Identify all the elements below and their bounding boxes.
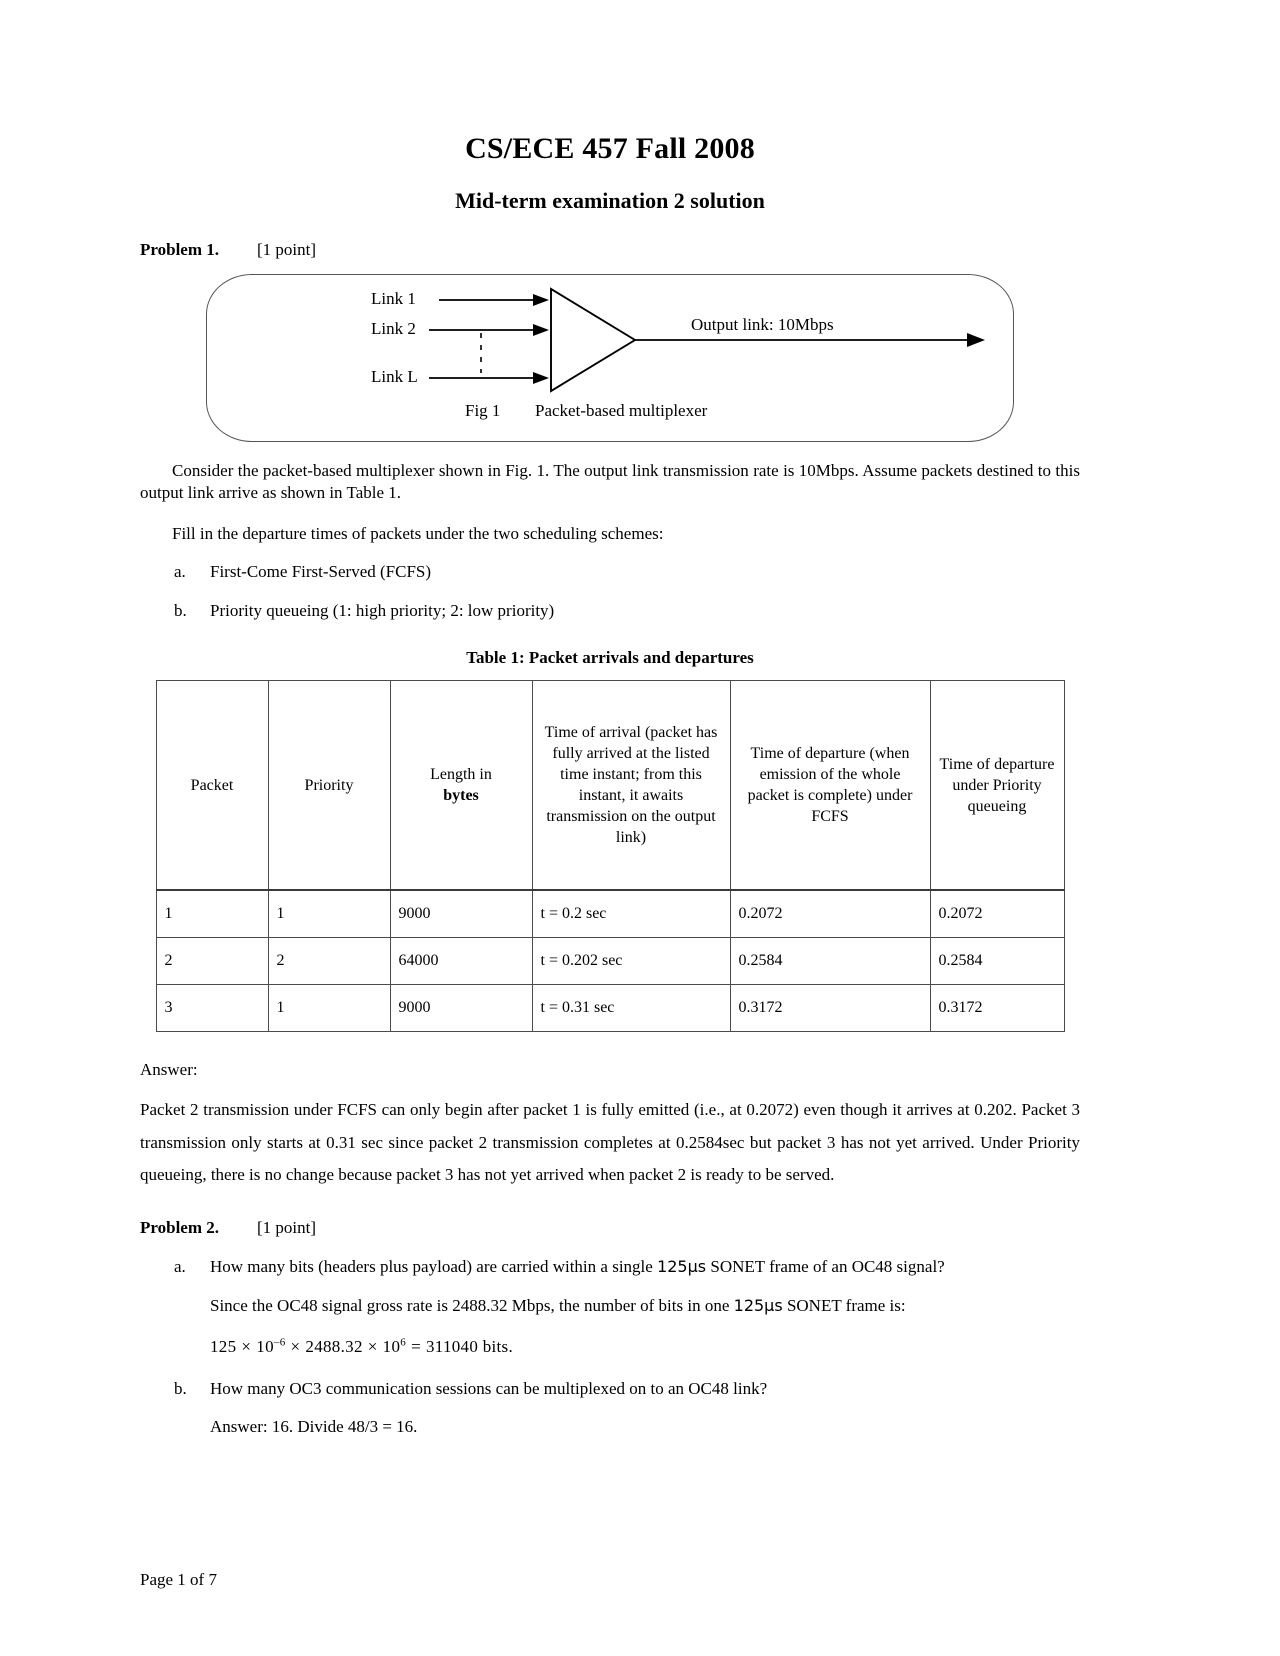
cell-priority: 2 <box>268 938 390 985</box>
formula-operator-3: × <box>367 1337 378 1357</box>
header-departure-fcfs: Time of departure (when emission of the whole packet is complete) under FCFS <box>730 681 930 891</box>
cell-priority: 1 <box>268 985 390 1032</box>
formula-operator-1: × <box>241 1337 252 1357</box>
figure-label-link-2: Link 2 <box>371 319 416 338</box>
cell-fcfs: 0.3172 <box>730 985 930 1032</box>
problem-2-question-b: How many OC3 communication sessions can be multiplexed on to an OC48 link? <box>210 1378 768 1398</box>
formula-power-1-exponent: –6 <box>273 1336 286 1349</box>
formula-power-2-base: 10 <box>382 1337 401 1357</box>
problem-2-answer-b: Answer: 16. Divide 48/3 = 16. <box>210 1417 418 1437</box>
problem-2-answer-a <box>210 1293 1080 1319</box>
problem-2-item-a <box>140 1254 1080 1360</box>
header-departure-priority: Time of departure under Priority queueing <box>930 681 1064 891</box>
problem-2-item-b <box>140 1376 1080 1440</box>
header-priority: Priority <box>268 681 390 891</box>
cell-packet: 3 <box>156 985 268 1032</box>
cell-arrival: t = 0.202 sec <box>532 938 730 985</box>
cell-priority-queueing: 0.2072 <box>930 890 1064 938</box>
problem-1-item-a <box>140 561 1080 583</box>
question-a-part-1: How many bits (headers plus payload) are carried within a single <box>210 1257 658 1277</box>
cell-priority-queueing: 0.3172 <box>930 985 1064 1032</box>
problem-1-heading <box>140 240 1080 260</box>
figure-label-output-link: Output link: 10Mbps <box>691 315 834 334</box>
question-a-part-2: SONET frame of an OC48 signal? <box>706 1257 945 1277</box>
cell-length: 64000 <box>390 938 532 985</box>
formula-base-2: 2488.32 <box>305 1337 363 1357</box>
figure-1-wrapper <box>140 274 1080 442</box>
page-footer: Page 1 of 7 <box>140 1570 217 1589</box>
list-text-a: First-Come First-Served (FCFS) <box>210 562 432 582</box>
page-content <box>140 0 1080 1440</box>
header-length-line-1: Length in <box>430 766 492 784</box>
list-text-b: Priority queueing (1: high priority; 2: low priority) <box>210 600 555 620</box>
cell-packet: 2 <box>156 938 268 985</box>
formula-equals: = <box>411 1337 421 1357</box>
question-a-microseconds: 125µs <box>657 1257 707 1277</box>
figure-caption: Packet-based multiplexer <box>535 401 708 420</box>
table-row <box>156 890 1064 938</box>
answer-a-part-1: Since the OC48 signal gross rate is 2488.32 Mbps, the number of bits in one <box>210 1295 734 1315</box>
cell-arrival: t = 0.31 sec <box>532 985 730 1032</box>
header-length <box>390 681 532 891</box>
problem-1-label: Problem 1. <box>140 240 220 259</box>
cell-packet: 1 <box>156 890 268 938</box>
cell-priority: 1 <box>268 890 390 938</box>
cell-arrival: t = 0.2 sec <box>532 890 730 938</box>
answer-label: Answer: <box>140 1060 198 1080</box>
header-length-line-2: bytes <box>443 787 479 805</box>
cell-fcfs: 0.2072 <box>730 890 930 938</box>
problem-1-points: [1 point] <box>257 240 317 259</box>
list-marker-b: b. <box>174 600 187 620</box>
problem-2-points: [1 point] <box>257 1218 317 1238</box>
cell-length: 9000 <box>390 890 532 938</box>
document-subtitle: Mid-term examination 2 solution <box>455 188 765 213</box>
problem-2-question-a <box>210 1254 1080 1280</box>
problem-1-intro: Consider the packet-based multiplexer shown in Fig. 1. The output link transmission rate is 10Mbps. Assume packets destined to this output link arrive as shown in Table 1. <box>140 461 1080 503</box>
formula-result: 311040 <box>425 1337 479 1357</box>
problem-2-heading <box>140 1218 1080 1238</box>
answer-a-microseconds: 125µs <box>733 1295 783 1315</box>
sonet-bits-formula <box>210 1334 1080 1360</box>
table-row <box>156 938 1064 985</box>
header-arrival: Time of arrival (packet has fully arrived at the listed time instant; from this instant, it awaits transmission on the output link) <box>532 681 730 891</box>
document-title: CS/ECE 457 Fall 2008 <box>465 132 755 165</box>
problem-1-fillin: Fill in the departure times of packets under the two scheduling schemes: <box>172 523 664 543</box>
answer-paragraph: Packet 2 transmission under FCFS can only begin after packet 1 is fully emitted (i.e., at 0.2072) even though it arrives at 0.202. Packet 3 transmission only starts at 0.31 sec since packet 2 transmission completes at 0.2584sec but packet 3 has not yet arrived. Under Priority queueing, there is no change because packet 3 has not yet arrived when packet 2 is ready to be served. <box>140 1100 1080 1185</box>
formula-power-2-exponent: 6 <box>400 1336 407 1349</box>
table-1-title: Table 1: Packet arrivals and departures <box>466 648 754 668</box>
figure-1-box <box>206 274 1014 442</box>
formula-unit: bits. <box>482 1337 514 1357</box>
list-marker-a: a. <box>174 1257 186 1277</box>
formula-operator-2: × <box>290 1337 301 1357</box>
header-packet: Packet <box>156 681 268 891</box>
cell-length: 9000 <box>390 985 532 1032</box>
problem-1-item-b <box>140 600 1080 622</box>
table-row <box>156 985 1064 1032</box>
formula-base-1: 125 <box>210 1337 237 1357</box>
table-header <box>156 681 1064 891</box>
formula-power-1-base: 10 <box>256 1337 274 1357</box>
table-body <box>156 890 1064 1032</box>
figure-label-link-l: Link L <box>371 367 418 386</box>
cell-fcfs: 0.2584 <box>730 938 930 985</box>
table-header-row <box>156 681 1064 891</box>
packet-arrivals-table <box>156 680 1065 1032</box>
problem-2-label: Problem 2. <box>140 1218 220 1238</box>
figure-number: Fig 1 <box>465 401 501 420</box>
list-marker-a: a. <box>174 562 186 582</box>
answer-a-part-2: SONET frame is: <box>782 1295 906 1315</box>
list-marker-b: b. <box>174 1378 187 1398</box>
cell-priority-queueing: 0.2584 <box>930 938 1064 985</box>
figure-label-link-1: Link 1 <box>371 289 416 308</box>
